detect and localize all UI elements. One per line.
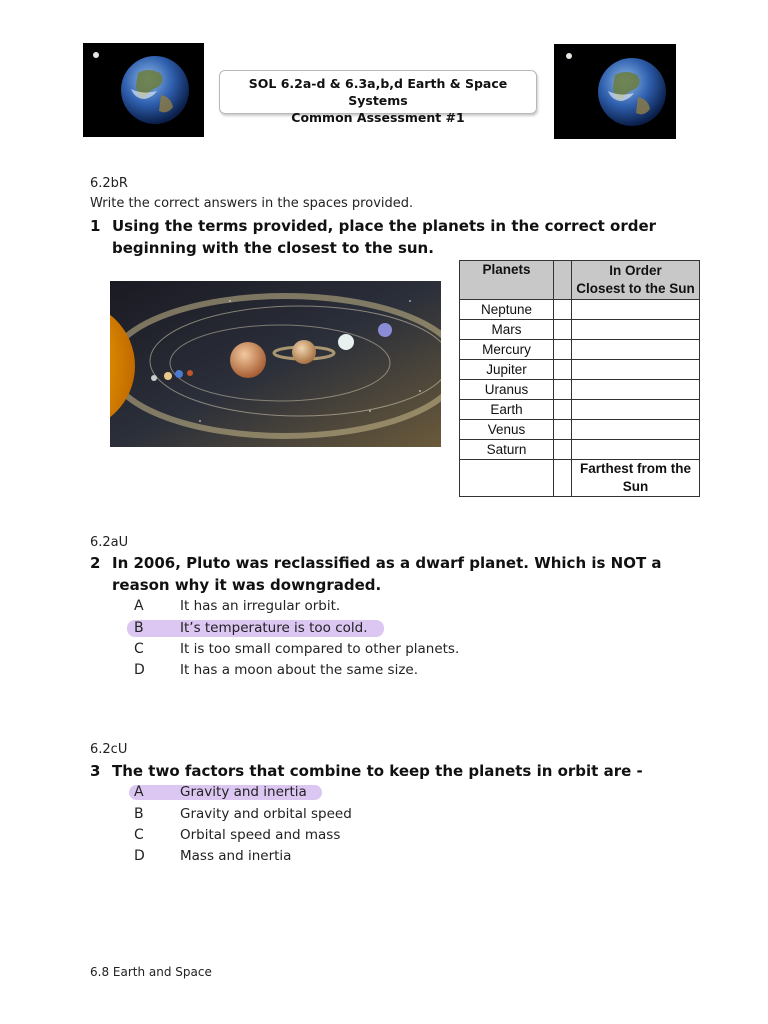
q2-number: 2 [90, 554, 101, 572]
planet-cell: Jupiter [460, 360, 554, 380]
q3-option-c[interactable] [134, 827, 534, 847]
q2-option-c[interactable] [134, 641, 534, 661]
planet-cell: Venus [460, 420, 554, 440]
option-letter: C [134, 827, 144, 843]
planets-header: Planets [460, 261, 554, 300]
option-text: It’s temperature is too cold. [180, 620, 368, 636]
q2-question [90, 552, 690, 598]
option-letter: B [134, 806, 144, 822]
spacer-cell [554, 440, 572, 460]
planet-cell: Earth [460, 400, 554, 420]
option-text: Gravity and orbital speed [180, 806, 352, 822]
q3-option-b[interactable] [134, 806, 534, 826]
q3-text: The two factors that combine to keep the planets in orbit are - [112, 762, 643, 780]
title-line-2: Common Assessment #1 [291, 110, 465, 125]
answer-cell[interactable] [572, 360, 700, 380]
order-header-line-2: Closest to the Sun [576, 281, 695, 296]
spacer-cell [554, 400, 572, 420]
planet-cell: Mars [460, 320, 554, 340]
option-text: It is too small compared to other planets. [180, 641, 460, 657]
page-footer: 6.8 Earth and Space [90, 965, 212, 979]
q3-question [90, 760, 690, 784]
answer-cell[interactable] [572, 340, 700, 360]
answer-cell[interactable] [572, 440, 700, 460]
q1-code: 6.2bR [90, 176, 128, 191]
blank-cell [460, 460, 554, 497]
spacer-cell [554, 340, 572, 360]
q2-option-a[interactable] [134, 598, 534, 618]
option-letter: A [134, 784, 144, 800]
option-text: It has a moon about the same size. [180, 662, 419, 678]
option-letter: D [134, 662, 145, 678]
farthest-line-2: Sun [622, 479, 649, 494]
answer-cell[interactable] [572, 320, 700, 340]
option-letter: D [134, 848, 145, 864]
option-text: Gravity and inertia [180, 784, 307, 800]
planet-order-table [459, 260, 700, 497]
planet-cell: Saturn [460, 440, 554, 460]
spacer-cell [554, 380, 572, 400]
q3-number: 3 [90, 762, 101, 780]
q2-option-d[interactable] [134, 662, 534, 682]
q3-option-d[interactable] [134, 848, 534, 868]
earth-image-right [554, 44, 676, 139]
spacer-cell [554, 320, 572, 340]
spacer-cell [554, 261, 572, 300]
earth-image-left [83, 43, 204, 137]
answer-cell[interactable] [572, 420, 700, 440]
q2-code: 6.2aU [90, 535, 129, 550]
q1-question [90, 215, 690, 261]
answer-cell[interactable] [572, 300, 700, 320]
spacer-cell [554, 360, 572, 380]
solar-system-image [110, 281, 441, 447]
spacer-cell [554, 420, 572, 440]
order-header [572, 261, 700, 300]
option-letter: B [134, 620, 144, 636]
spacer-cell [554, 300, 572, 320]
q1-text: Using the terms provided, place the planets in the correct order beginning with the closest to the sun. [112, 217, 657, 257]
spacer-cell [554, 460, 572, 497]
title-line-1: SOL 6.2a-d & 6.3a,b,d Earth & Space Systems [248, 76, 508, 108]
option-text: Mass and inertia [180, 848, 292, 864]
q1-number: 1 [90, 217, 101, 235]
planet-cell: Neptune [460, 300, 554, 320]
assessment-title [219, 70, 537, 125]
q1-instruction: Write the correct answers in the spaces provided. [90, 196, 414, 211]
q2-option-b[interactable] [134, 620, 534, 640]
farthest-line-1: Farthest from the [579, 461, 691, 476]
farthest-footer [572, 460, 700, 497]
q3-option-a[interactable] [134, 784, 534, 804]
answer-cell[interactable] [572, 380, 700, 400]
option-letter: C [134, 641, 144, 657]
option-text: Orbital speed and mass [180, 827, 341, 843]
q3-code: 6.2cU [90, 742, 128, 757]
order-header-line-1: In Order [609, 263, 662, 278]
planet-cell: Mercury [460, 340, 554, 360]
option-letter: A [134, 598, 144, 614]
answer-cell[interactable] [572, 400, 700, 420]
option-text: It has an irregular orbit. [180, 598, 341, 614]
q2-text: In 2006, Pluto was reclassified as a dwarf planet. Which is NOT a reason why it was downgraded. [112, 554, 662, 594]
planet-cell: Uranus [460, 380, 554, 400]
